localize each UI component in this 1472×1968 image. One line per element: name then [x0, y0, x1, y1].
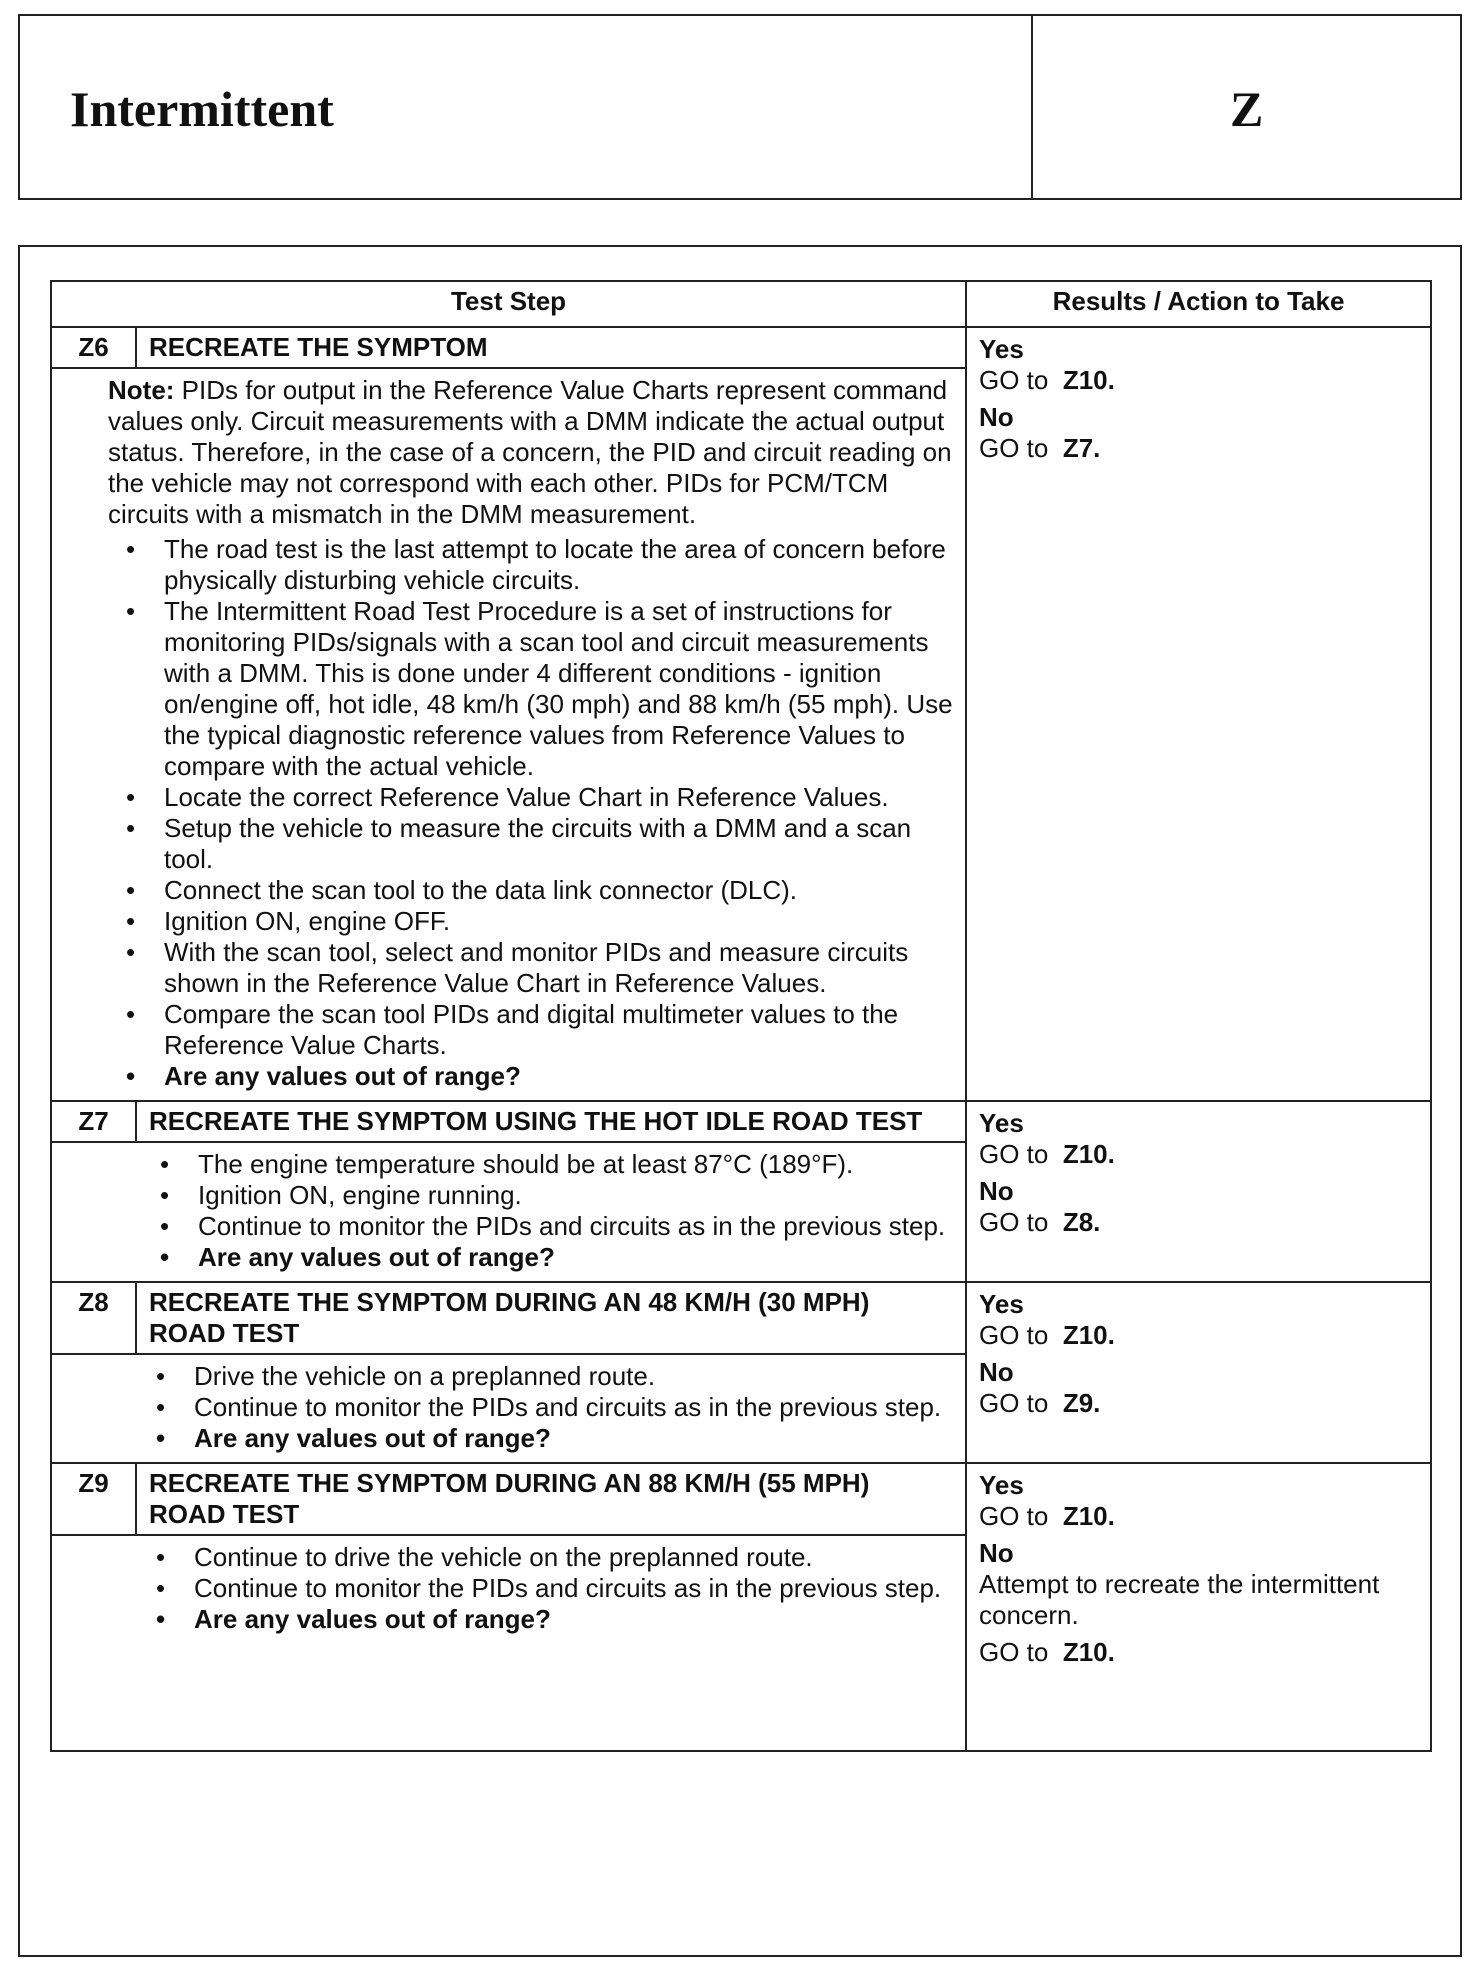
- no-action: GO to Z9.: [979, 1388, 1101, 1418]
- step-code: Z6: [51, 327, 136, 368]
- no-label: No: [979, 1357, 1014, 1387]
- test-step-table: [50, 280, 1432, 1752]
- yes-label: Yes: [979, 334, 1024, 364]
- list-item: • The engine temperature should be at least 87°C (189°F).: [156, 1149, 955, 1180]
- step-bullet-list: [156, 1149, 955, 1273]
- list-item: • Continue to monitor the PIDs and circuits as in the previous step.: [156, 1211, 955, 1242]
- step-title: RECREATE THE SYMPTOM DURING AN 48 KM/H (30 MPH) ROAD TEST: [136, 1282, 966, 1354]
- list-item: • Connect the scan tool to the data link connector (DLC).: [122, 875, 955, 906]
- yes-label: Yes: [979, 1289, 1024, 1319]
- list-item: • Continue to monitor the PIDs and circuits as in the previous step.: [152, 1392, 955, 1423]
- step-bullet-list: [152, 1361, 955, 1454]
- goto-link[interactable]: Z9.: [1062, 1388, 1101, 1418]
- step-body: [51, 1142, 966, 1282]
- goto-link[interactable]: Z10.: [1062, 1501, 1115, 1531]
- table-header-row: [51, 281, 1431, 327]
- step-title: RECREATE THE SYMPTOM: [136, 327, 966, 368]
- yes-action: GO to Z10.: [979, 365, 1115, 395]
- goto-link[interactable]: Z10.: [1062, 365, 1115, 395]
- goto-link[interactable]: Z7.: [1062, 433, 1101, 463]
- list-item: • Ignition ON, engine running.: [156, 1180, 955, 1211]
- list-item: • Are any values out of range?: [156, 1242, 955, 1273]
- step-body: [51, 368, 966, 1101]
- column-header-results: Results / Action to Take: [966, 281, 1431, 327]
- step-code: Z7: [51, 1101, 136, 1142]
- list-item: • Are any values out of range?: [122, 1061, 955, 1092]
- list-item: • Setup the vehicle to measure the circuits with a DMM and a scan tool.: [122, 813, 955, 875]
- step-bullet-list: [122, 534, 955, 1092]
- column-header-test-step: Test Step: [51, 281, 966, 327]
- yes-action: GO to Z10.: [979, 1139, 1115, 1169]
- header-divider: [1031, 16, 1033, 198]
- no-description: Attempt to recreate the intermittent concern.: [979, 1569, 1380, 1630]
- list-item: • Are any values out of range?: [152, 1604, 955, 1635]
- yes-action: GO to Z10.: [979, 1501, 1115, 1531]
- goto-link[interactable]: Z8.: [1062, 1207, 1101, 1237]
- step-z7-title-row: [51, 1101, 1431, 1142]
- list-item: • The road test is the last attempt to locate the area of concern before physically disturbing vehicle circuits.: [122, 534, 955, 596]
- yes-label: Yes: [979, 1108, 1024, 1138]
- step-body: [51, 1535, 966, 1751]
- step-title: RECREATE THE SYMPTOM DURING AN 88 KM/H (55 MPH) ROAD TEST: [136, 1463, 966, 1535]
- goto-link[interactable]: Z10.: [1062, 1637, 1115, 1667]
- step-z8-results: [966, 1282, 1431, 1463]
- list-item: • Locate the correct Reference Value Chart in Reference Values.: [122, 782, 955, 813]
- section-code: Z: [1230, 81, 1264, 137]
- list-item: • Drive the vehicle on a preplanned route.: [152, 1361, 955, 1392]
- step-code: Z9: [51, 1463, 136, 1535]
- list-item: • Are any values out of range?: [152, 1423, 955, 1454]
- yes-label: Yes: [979, 1470, 1024, 1500]
- no-action: GO to Z7.: [979, 433, 1101, 463]
- list-item: • Compare the scan tool PIDs and digital multimeter values to the Reference Value Charts.: [122, 999, 955, 1061]
- list-item: • With the scan tool, select and monitor PIDs and measure circuits shown in the Reference Value Chart in Reference Values.: [122, 937, 955, 999]
- yes-action: GO to Z10.: [979, 1320, 1115, 1350]
- list-item: • Ignition ON, engine OFF.: [122, 906, 955, 937]
- step-bullet-list: [152, 1542, 955, 1635]
- no-label: No: [979, 1538, 1014, 1568]
- list-item: • The Intermittent Road Test Procedure is a set of instructions for monitoring PIDs/signals with a scan tool and circuit measurements with a DMM. This is done under 4 different conditions - ignition on/engine off, hot idle, 48 km/h (30 mph) and 88 km/h (55 mph). Use the typical diagnostic reference values from Reference Values to compare with the actual vehicle.: [122, 596, 955, 782]
- no-label: No: [979, 402, 1014, 432]
- no-label: No: [979, 1176, 1014, 1206]
- step-z6-title-row: [51, 327, 1431, 368]
- step-z8-title-row: [51, 1282, 1431, 1354]
- step-z9-title-row: [51, 1463, 1431, 1535]
- goto-link[interactable]: Z10.: [1062, 1320, 1115, 1350]
- step-code: Z8: [51, 1282, 136, 1354]
- no-action: GO to Z8.: [979, 1207, 1101, 1237]
- step-z7-results: [966, 1101, 1431, 1282]
- step-body: [51, 1354, 966, 1463]
- no-action: GO to Z10.: [979, 1637, 1115, 1667]
- list-item: • Continue to drive the vehicle on the preplanned route.: [152, 1542, 955, 1573]
- step-z9-results: [966, 1463, 1431, 1751]
- page-header: [18, 14, 1462, 200]
- step-title: RECREATE THE SYMPTOM USING THE HOT IDLE ROAD TEST: [136, 1101, 966, 1142]
- list-item: • Continue to monitor the PIDs and circuits as in the previous step.: [152, 1573, 955, 1604]
- page-title: Intermittent: [70, 81, 334, 137]
- goto-link[interactable]: Z10.: [1062, 1139, 1115, 1169]
- step-z6-results: [966, 327, 1431, 1101]
- step-note: Note: PIDs for output in the Reference Value Charts represent command values only. Circuit measurements with a DMM indicate the actual output status. Therefore, in the case of a concern, the PID and circuit reading on the vehicle may not correspond with each other. PIDs for PCM/TCM circuits with a mismatch in the DMM measurement.: [108, 375, 952, 529]
